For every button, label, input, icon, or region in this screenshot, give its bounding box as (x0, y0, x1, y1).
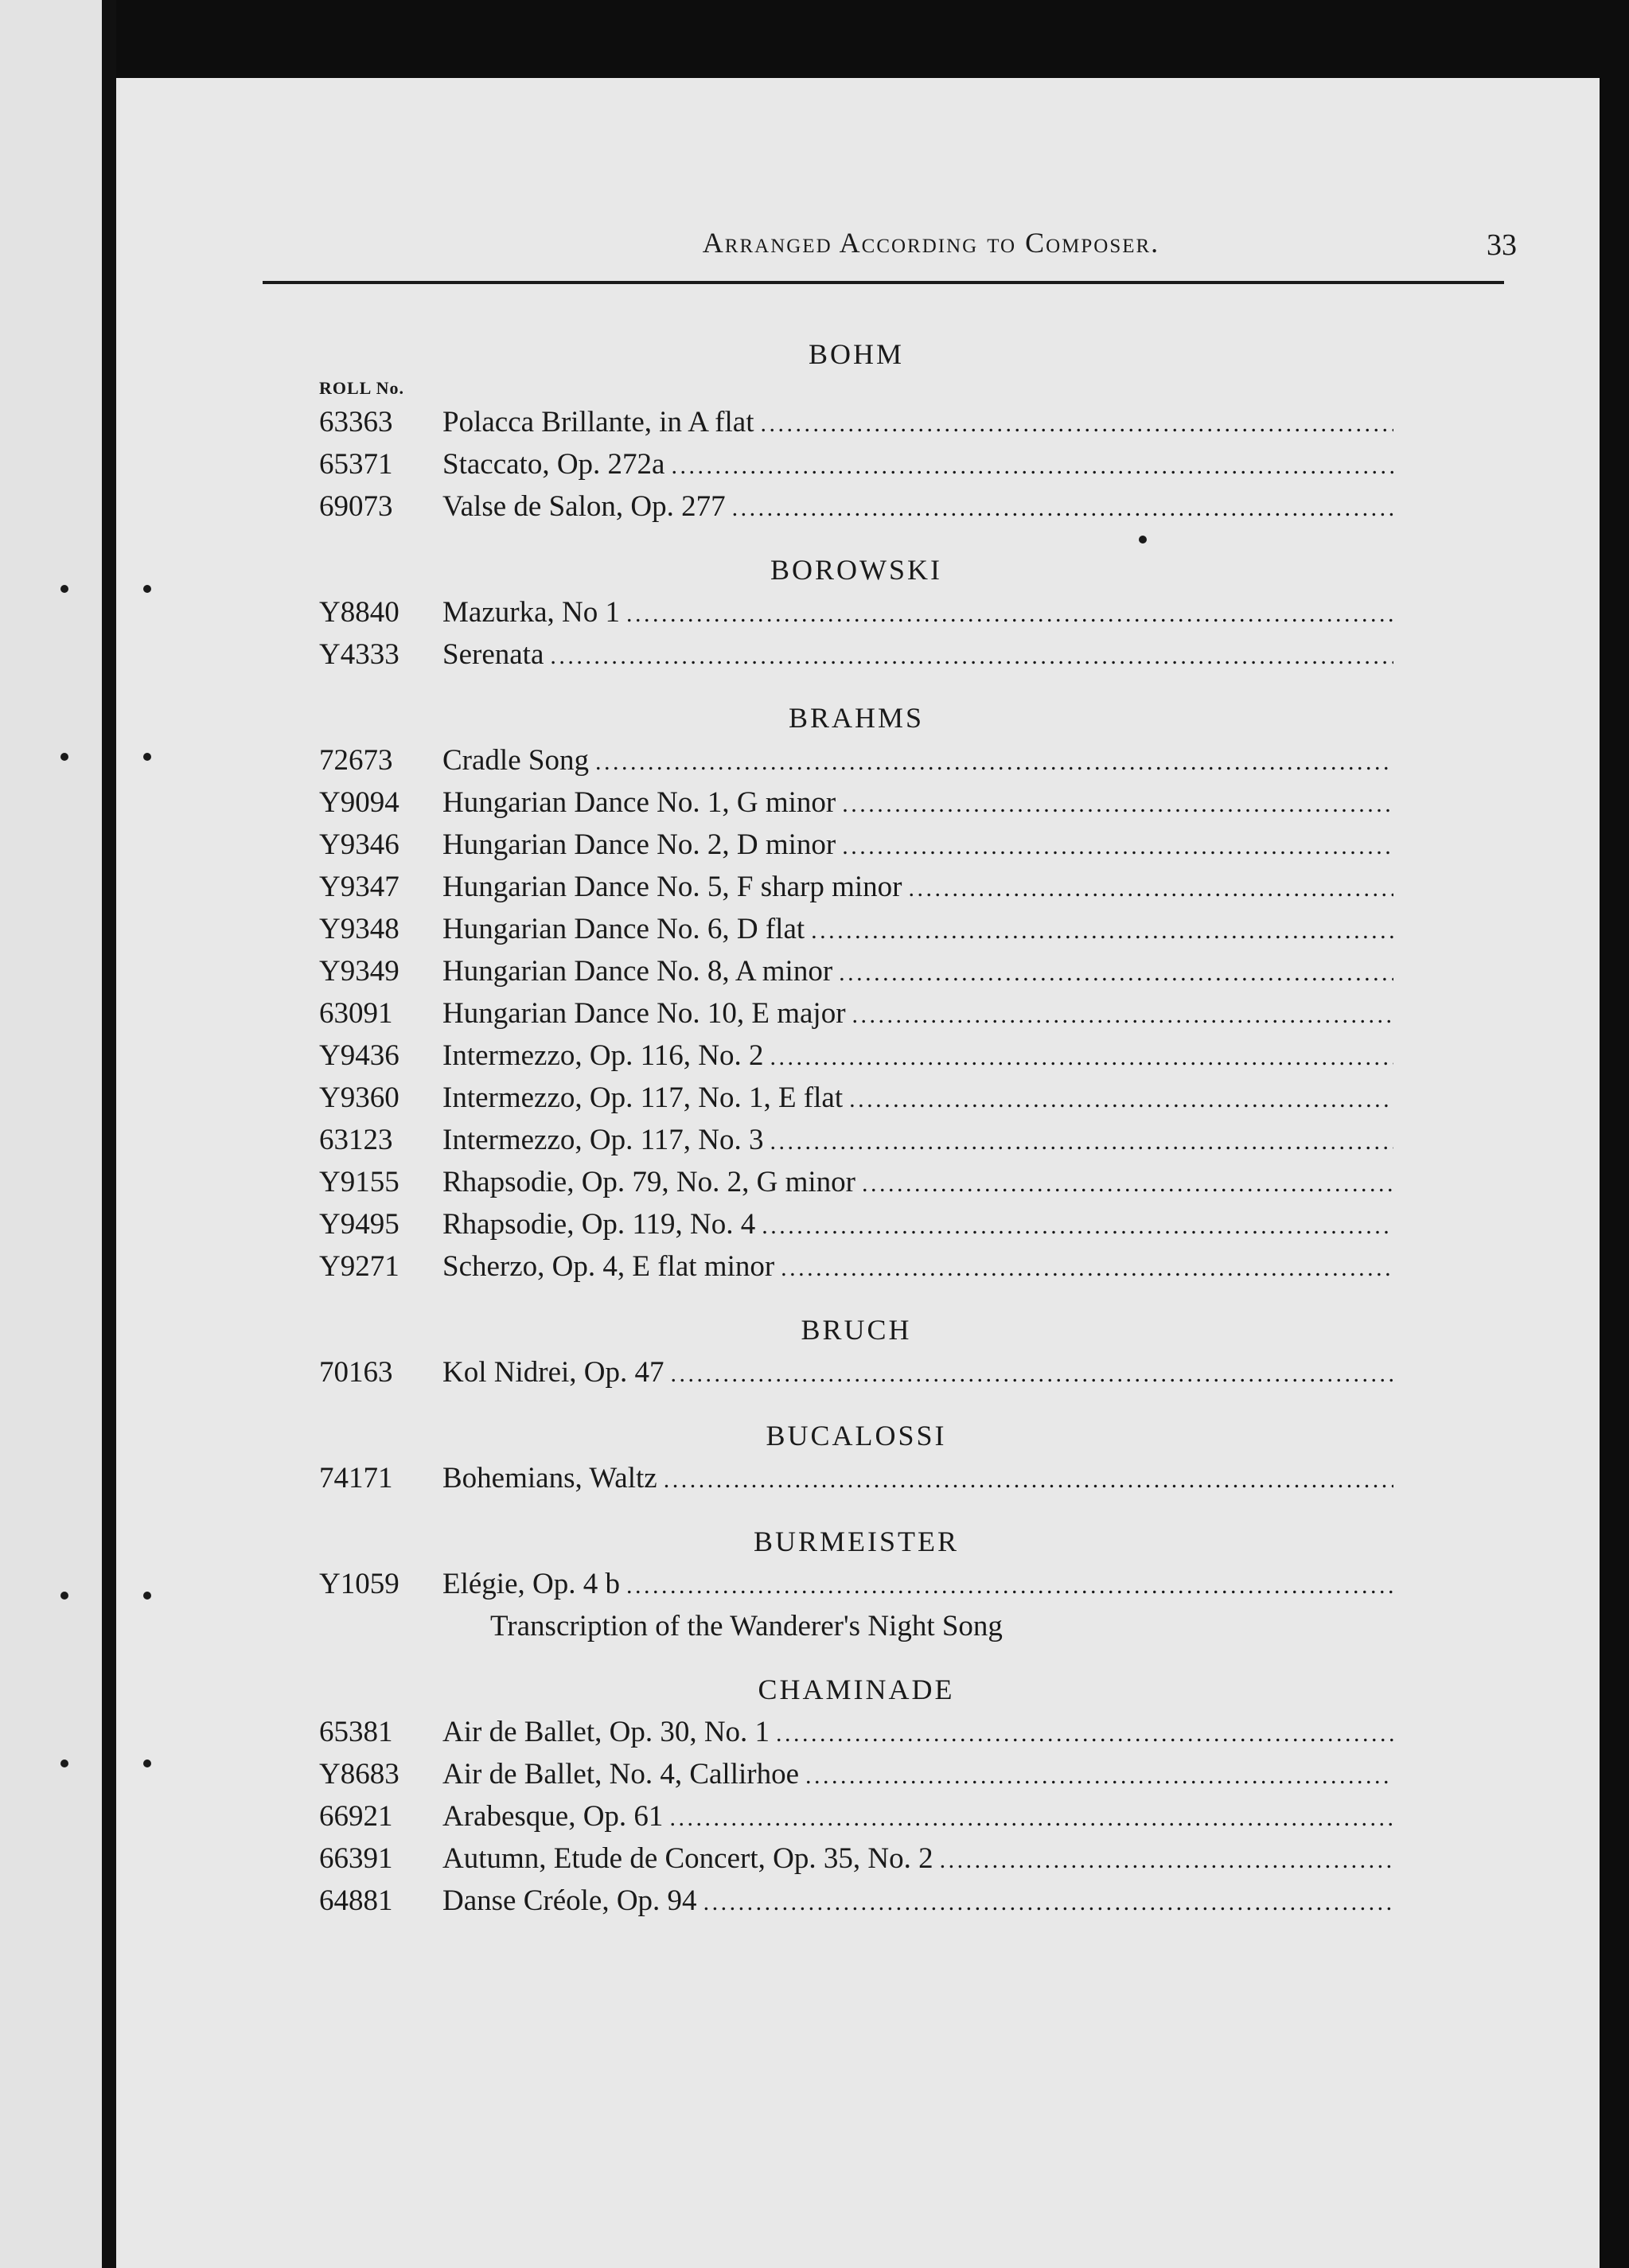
dot-leader (671, 1351, 1394, 1395)
piece-title: Arabesque, Op. 61 (442, 1800, 664, 1833)
piece-title: Polacca Brillante, in A flat (442, 406, 754, 438)
catalog-entry (319, 401, 1393, 443)
piece-title: Hungarian Dance No. 5, F sharp minor (442, 871, 902, 903)
binding-edge (102, 0, 116, 2268)
piece-title: Hungarian Dance No. 10, E major (442, 997, 846, 1030)
catalog-entry (319, 1161, 1393, 1203)
binding-hole-dot (143, 1759, 151, 1767)
page-number: 33 (1487, 228, 1517, 262)
dot-leader (770, 1119, 1393, 1163)
binding-hole-dot (143, 585, 151, 593)
composer-heading: BOROWSKI (770, 554, 942, 586)
binding-hole-dot (60, 585, 68, 593)
roll-number: 65381 (319, 1716, 393, 1748)
roll-number-column-label: ROLL No. (319, 378, 405, 398)
piece-title: Danse Créole, Op. 94 (442, 1884, 697, 1917)
catalog-entry (319, 633, 1393, 676)
dot-leader (760, 401, 1393, 445)
dot-leader (852, 992, 1393, 1036)
dot-leader (940, 1837, 1393, 1881)
catalog-entry (319, 1077, 1393, 1119)
scan-left-margin (0, 0, 107, 2268)
dot-leader (839, 950, 1393, 994)
roll-number: Y9347 (319, 871, 399, 903)
catalog-entry (319, 739, 1393, 781)
composer-heading: BRAHMS (788, 702, 925, 734)
roll-number: 72673 (319, 744, 393, 777)
roll-number: Y9346 (319, 828, 399, 861)
roll-number: Y9348 (319, 913, 399, 945)
dot-leader (626, 591, 1393, 635)
binding-hole-dot (60, 753, 68, 761)
catalog-entry (319, 781, 1393, 824)
catalog-listing (319, 333, 1393, 1922)
piece-title: Intermezzo, Op. 117, No. 3 (442, 1124, 764, 1156)
binding-hole-dot (143, 753, 151, 761)
composer-heading: BOHM (808, 338, 905, 370)
dot-leader (550, 633, 1393, 677)
running-head: Arranged According to Composer. (702, 227, 1160, 259)
roll-number: Y9155 (319, 1166, 399, 1198)
catalog-entry (319, 1245, 1393, 1288)
roll-number: 63123 (319, 1124, 393, 1156)
piece-title: Bohemians, Waltz (442, 1462, 657, 1494)
roll-number: 66921 (319, 1800, 393, 1833)
catalog-entry (319, 950, 1393, 992)
roll-number: 65371 (319, 448, 393, 481)
roll-number: Y9094 (319, 786, 399, 819)
piece-subtitle: Transcription of the Wanderer's Night Song (490, 1610, 1003, 1643)
dot-leader (908, 866, 1393, 910)
dot-leader (626, 1563, 1393, 1607)
catalog-entry (319, 1795, 1393, 1837)
roll-number: 64881 (319, 1884, 393, 1917)
dot-leader (776, 1711, 1393, 1755)
catalog-entry (319, 908, 1393, 950)
dot-leader (811, 908, 1393, 952)
roll-number: 70163 (319, 1356, 393, 1389)
dot-leader (671, 443, 1393, 487)
piece-title: Mazurka, No 1 (442, 596, 620, 629)
roll-number: 74171 (319, 1462, 393, 1494)
dot-leader (805, 1753, 1393, 1797)
piece-title: Hungarian Dance No. 2, D minor (442, 828, 836, 861)
roll-number: 63363 (319, 406, 393, 438)
catalog-entry (319, 1457, 1393, 1499)
piece-title: Hungarian Dance No. 8, A minor (442, 955, 833, 988)
piece-title: Kol Nidrei, Op. 47 (442, 1356, 664, 1389)
piece-title: Intermezzo, Op. 116, No. 2 (442, 1039, 764, 1072)
piece-title: Cradle Song (442, 744, 589, 777)
catalog-entry (319, 866, 1393, 908)
header-rule (263, 281, 1504, 284)
binding-hole-dot (60, 1592, 68, 1600)
catalog-entry (319, 1711, 1393, 1753)
dot-leader (862, 1161, 1393, 1205)
piece-title: Autumn, Etude de Concert, Op. 35, No. 2 (442, 1842, 933, 1875)
binding-hole-dot (60, 1759, 68, 1767)
dot-leader (842, 824, 1393, 867)
catalog-entry (319, 1351, 1393, 1393)
piece-title: Staccato, Op. 272a (442, 448, 665, 481)
roll-number: Y9360 (319, 1081, 399, 1114)
roll-number: 66391 (319, 1842, 393, 1875)
dot-leader (703, 1880, 1393, 1923)
binding-hole-dot (143, 1592, 151, 1600)
roll-number: 63091 (319, 997, 393, 1030)
catalog-entry (319, 443, 1393, 485)
composer-heading: BUCALOSSI (766, 1420, 947, 1452)
catalog-entry (319, 992, 1393, 1035)
dot-leader (770, 1035, 1393, 1078)
piece-title: Hungarian Dance No. 1, G minor (442, 786, 836, 819)
roll-number: Y9436 (319, 1039, 399, 1072)
roll-number: Y9271 (319, 1250, 399, 1283)
piece-title: Elégie, Op. 4 b (442, 1568, 620, 1600)
piece-title: Valse de Salon, Op. 277 (442, 490, 726, 523)
roll-number: Y8840 (319, 596, 399, 629)
dot-leader (664, 1457, 1393, 1501)
dot-leader (762, 1203, 1393, 1247)
piece-title: Rhapsodie, Op. 79, No. 2, G minor (442, 1166, 855, 1198)
composer-heading: BRUCH (801, 1314, 912, 1346)
catalog-entry (319, 1880, 1393, 1922)
catalog-entry (319, 1203, 1393, 1245)
catalog-entry (319, 1035, 1393, 1077)
dot-leader (669, 1795, 1393, 1839)
dot-leader (732, 485, 1393, 529)
piece-title: Intermezzo, Op. 117, No. 1, E flat (442, 1081, 844, 1114)
catalog-entry (319, 824, 1393, 866)
catalog-entry (319, 1837, 1393, 1880)
piece-title: Air de Ballet, No. 4, Callirhoe (442, 1758, 800, 1791)
catalog-entry (319, 485, 1393, 528)
piece-title: Air de Ballet, Op. 30, No. 1 (442, 1716, 770, 1748)
roll-number: Y9495 (319, 1208, 399, 1241)
piece-title: Serenata (442, 638, 544, 671)
piece-title: Rhapsodie, Op. 119, No. 4 (442, 1208, 756, 1241)
piece-title: Scherzo, Op. 4, E flat minor (442, 1250, 775, 1283)
composer-heading: BURMEISTER (753, 1526, 960, 1557)
catalog-page (116, 78, 1600, 2268)
catalog-entry (319, 1563, 1393, 1605)
catalog-entry (319, 1119, 1393, 1161)
roll-number: Y1059 (319, 1568, 399, 1600)
dot-leader (781, 1245, 1393, 1289)
dot-leader (595, 739, 1393, 783)
roll-number: 69073 (319, 490, 393, 523)
roll-number: Y8683 (319, 1758, 399, 1791)
catalog-entry (319, 591, 1393, 633)
dot-leader (842, 781, 1393, 825)
dot-leader (849, 1077, 1393, 1120)
composer-heading: CHAMINADE (758, 1674, 955, 1705)
catalog-entry (319, 1753, 1393, 1795)
roll-number: Y9349 (319, 955, 399, 988)
piece-title: Hungarian Dance No. 6, D flat (442, 913, 805, 945)
roll-number: Y4333 (319, 638, 399, 671)
